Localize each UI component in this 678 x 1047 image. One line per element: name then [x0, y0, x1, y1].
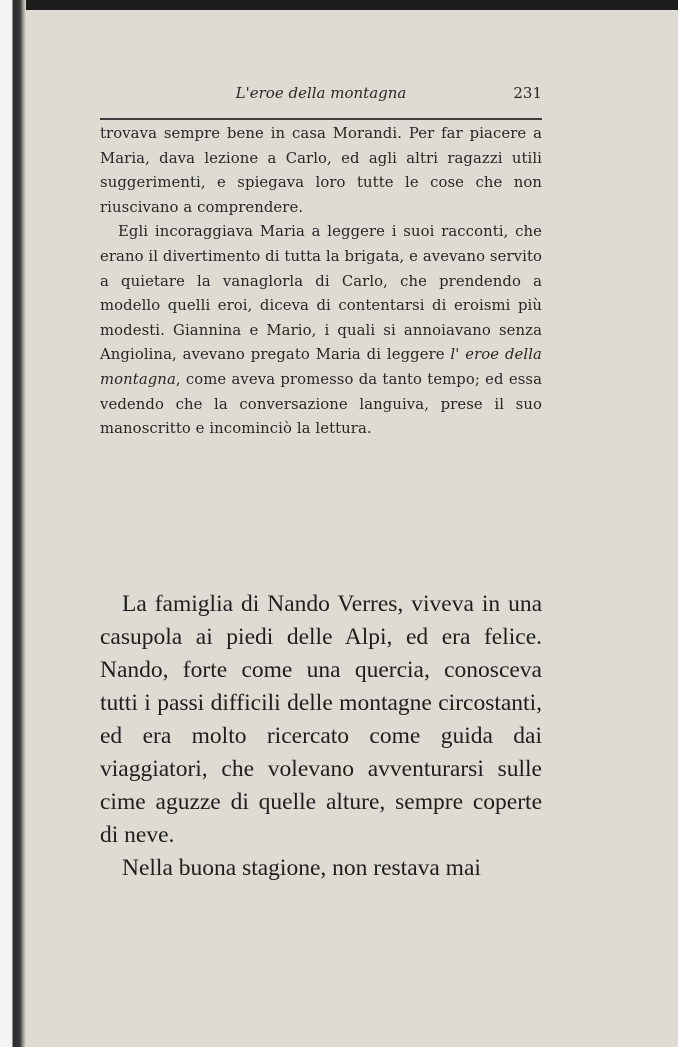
running-head: [100, 84, 542, 108]
page-number: 231: [513, 84, 542, 102]
running-title: L'eroe della montagna: [235, 84, 407, 102]
header-rule: [100, 118, 542, 120]
intro-paragraph-2-start: Egli incoraggiava Maria a leggere i suoi racconti, che erano il divertimento di tutta la brigata, e avevano servito a quietare la vanaglorla di Carlo, che prendendo a modello quelli eroi, diceva di contentarsi di eroismi più modesti. Giannina e Mario, i quali si annoiavano senza Angiolina, avevano pregato Maria di leggere: [100, 223, 542, 364]
book-spine: [0, 0, 26, 1047]
story-title-reference: l' eroe della montagna: [100, 346, 542, 388]
story-text: [100, 588, 542, 885]
intro-paragraph-2-end: , come aveva promesso da tanto tempo; ed essa vedendo che la conversazione languiva, prese il suo manoscritto e incominciò la lettura.: [100, 370, 542, 438]
intro-paragraph-1: trovava sempre bene in casa Morandi. Per far piacere a Maria, dava lezione a Carlo, ed agli altri ragazzi utili suggerimenti, e spiegava loro tutte le cose che non riuscivano a comprendere.: [100, 125, 542, 216]
story-paragraph-2: Nella buona stagione, non restava mai: [122, 855, 481, 881]
intro-text: [100, 122, 542, 442]
story-paragraph-1: La famiglia di Nando Verres, viveva in una casupola ai piedi delle Alpi, ed era felice. Nando, forte come una quercia, conosceva tutti i passi difficili delle montagne circostanti, ed era molto ricercato come guida dai viaggiatori, che volevano avventurarsi sulle cime aguzze di quelle alture, sempre coperte di neve.: [100, 591, 542, 848]
scan-top-edge: [0, 0, 678, 10]
intro-paragraph-2: [100, 220, 542, 441]
